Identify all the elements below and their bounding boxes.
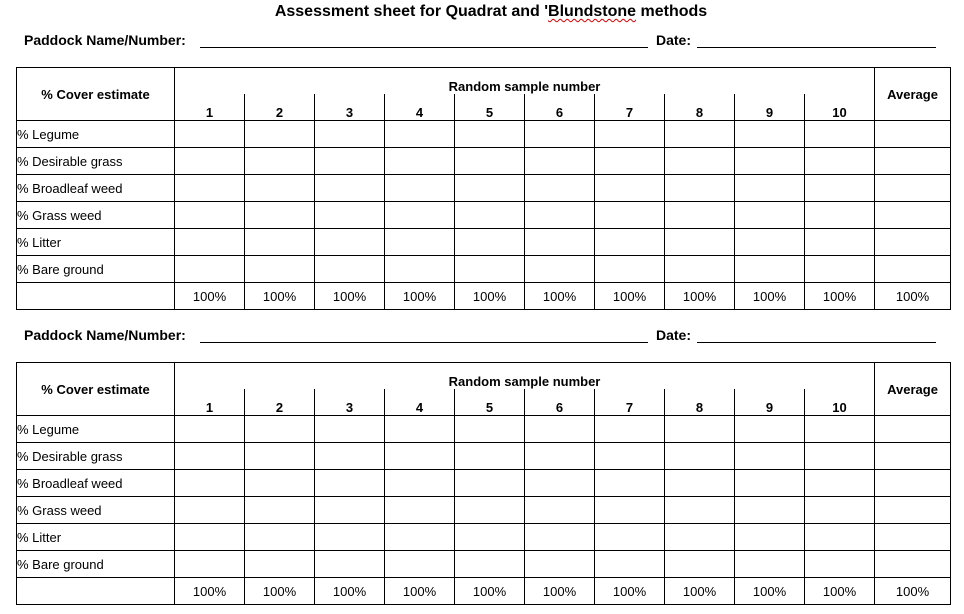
entry-cell[interactable] xyxy=(735,551,805,578)
entry-cell[interactable] xyxy=(665,256,735,283)
entry-cell[interactable] xyxy=(525,256,595,283)
entry-cell[interactable] xyxy=(315,175,385,202)
entry-cell[interactable] xyxy=(315,551,385,578)
table-row xyxy=(17,148,951,175)
cover-estimate-header: % Cover estimate xyxy=(17,363,175,416)
entry-cell[interactable] xyxy=(805,551,875,578)
entry-cell[interactable] xyxy=(385,497,455,524)
entry-cell[interactable] xyxy=(455,175,525,202)
total-cell: 100% xyxy=(735,283,805,310)
paddock-label: Paddock Name/Number: xyxy=(24,32,186,48)
assessment-table-1 xyxy=(16,67,951,310)
entry-cell[interactable] xyxy=(315,524,385,551)
entry-cell[interactable] xyxy=(875,256,951,283)
total-cell: 100% xyxy=(595,283,665,310)
total-cell: 100% xyxy=(245,578,315,605)
entry-cell[interactable] xyxy=(665,551,735,578)
entry-cell[interactable] xyxy=(385,416,455,443)
sample-number-header: 3 xyxy=(315,94,385,121)
entry-cell[interactable] xyxy=(525,524,595,551)
totals-row xyxy=(17,283,951,310)
entry-cell[interactable] xyxy=(805,416,875,443)
entry-cell[interactable] xyxy=(245,443,315,470)
entry-cell[interactable] xyxy=(175,497,245,524)
entry-cell[interactable] xyxy=(385,202,455,229)
entry-cell[interactable] xyxy=(245,148,315,175)
entry-cell[interactable] xyxy=(245,416,315,443)
entry-cell[interactable] xyxy=(525,470,595,497)
table-row xyxy=(17,551,951,578)
sample-number-header: 2 xyxy=(245,389,315,416)
entry-cell[interactable] xyxy=(245,470,315,497)
sample-number-header: 6 xyxy=(525,389,595,416)
entry-cell[interactable] xyxy=(595,229,665,256)
sample-number-header: 8 xyxy=(665,389,735,416)
entry-cell[interactable] xyxy=(315,121,385,148)
total-cell: 100% xyxy=(315,578,385,605)
entry-cell[interactable] xyxy=(175,175,245,202)
entry-cell[interactable] xyxy=(525,551,595,578)
entry-cell[interactable] xyxy=(735,175,805,202)
row-label: % Grass weed xyxy=(17,497,175,524)
totals-row xyxy=(17,578,951,605)
entry-cell[interactable] xyxy=(175,416,245,443)
entry-cell[interactable] xyxy=(315,229,385,256)
total-cell: 100% xyxy=(525,283,595,310)
total-cell: 100% xyxy=(455,578,525,605)
entry-cell[interactable] xyxy=(735,524,805,551)
table-row xyxy=(17,256,951,283)
entry-cell[interactable] xyxy=(455,416,525,443)
row-label: % Legume xyxy=(17,416,175,443)
row-label: % Desirable grass xyxy=(17,148,175,175)
entry-cell[interactable] xyxy=(385,551,455,578)
paddock-fields-1 xyxy=(24,32,936,54)
average-header: Average xyxy=(875,68,951,121)
entry-cell[interactable] xyxy=(175,256,245,283)
table-row xyxy=(17,121,951,148)
sample-number-header: 5 xyxy=(455,94,525,121)
entry-cell[interactable] xyxy=(175,524,245,551)
entry-cell[interactable] xyxy=(735,497,805,524)
page-title: Assessment sheet for Quadrat and 'Blundstone methods xyxy=(274,3,708,20)
entry-cell[interactable] xyxy=(525,443,595,470)
paddock-input-line[interactable] xyxy=(200,342,648,343)
entry-cell[interactable] xyxy=(595,551,665,578)
row-label: % Legume xyxy=(17,121,175,148)
table-row xyxy=(17,443,951,470)
entry-cell[interactable] xyxy=(245,229,315,256)
row-label: % Broadleaf weed xyxy=(17,470,175,497)
row-label: % Bare ground xyxy=(17,551,175,578)
entry-cell[interactable] xyxy=(245,202,315,229)
entry-cell[interactable] xyxy=(735,470,805,497)
entry-cell[interactable] xyxy=(735,416,805,443)
entry-cell[interactable] xyxy=(595,416,665,443)
total-cell: 100% xyxy=(245,283,315,310)
entry-cell[interactable] xyxy=(665,470,735,497)
entry-cell[interactable] xyxy=(735,148,805,175)
sample-number-header: 6 xyxy=(525,94,595,121)
paddock-label: Paddock Name/Number: xyxy=(24,327,186,343)
entry-cell[interactable] xyxy=(875,148,951,175)
entry-cell[interactable] xyxy=(175,229,245,256)
entry-cell[interactable] xyxy=(875,551,951,578)
entry-cell[interactable] xyxy=(595,148,665,175)
total-cell: 100% xyxy=(805,578,875,605)
entry-cell[interactable] xyxy=(525,175,595,202)
entry-cell[interactable] xyxy=(805,148,875,175)
entry-cell[interactable] xyxy=(875,121,951,148)
entry-cell[interactable] xyxy=(315,416,385,443)
entry-cell[interactable] xyxy=(805,524,875,551)
entry-cell[interactable] xyxy=(245,121,315,148)
entry-cell[interactable] xyxy=(735,229,805,256)
entry-cell[interactable] xyxy=(175,148,245,175)
entry-cell[interactable] xyxy=(385,256,455,283)
totals-label-cell xyxy=(17,578,175,605)
entry-cell[interactable] xyxy=(525,229,595,256)
entry-cell[interactable] xyxy=(315,470,385,497)
entry-cell[interactable] xyxy=(665,229,735,256)
entry-cell[interactable] xyxy=(315,148,385,175)
entry-cell[interactable] xyxy=(175,121,245,148)
total-cell: 100% xyxy=(875,578,951,605)
entry-cell[interactable] xyxy=(175,443,245,470)
entry-cell[interactable] xyxy=(805,256,875,283)
entry-cell[interactable] xyxy=(735,202,805,229)
entry-cell[interactable] xyxy=(175,551,245,578)
random-sample-header: Random sample number xyxy=(175,68,875,95)
entry-cell[interactable] xyxy=(595,524,665,551)
entry-cell[interactable] xyxy=(665,524,735,551)
row-label: % Grass weed xyxy=(17,202,175,229)
entry-cell[interactable] xyxy=(525,121,595,148)
entry-cell[interactable] xyxy=(805,470,875,497)
total-cell: 100% xyxy=(665,283,735,310)
entry-cell[interactable] xyxy=(805,229,875,256)
entry-cell[interactable] xyxy=(525,416,595,443)
entry-cell[interactable] xyxy=(665,148,735,175)
total-cell: 100% xyxy=(385,283,455,310)
total-cell: 100% xyxy=(735,578,805,605)
date-input-line[interactable] xyxy=(697,47,936,48)
entry-cell[interactable] xyxy=(245,497,315,524)
totals-label-cell xyxy=(17,283,175,310)
sample-number-header: 9 xyxy=(735,94,805,121)
sample-number-header: 10 xyxy=(805,389,875,416)
sample-number-header: 4 xyxy=(385,94,455,121)
total-cell: 100% xyxy=(385,578,455,605)
entry-cell[interactable] xyxy=(735,443,805,470)
entry-cell[interactable] xyxy=(735,121,805,148)
date-input-line[interactable] xyxy=(697,342,936,343)
entry-cell[interactable] xyxy=(595,202,665,229)
entry-cell[interactable] xyxy=(385,175,455,202)
entry-cell[interactable] xyxy=(875,497,951,524)
sample-number-header: 1 xyxy=(175,94,245,121)
entry-cell[interactable] xyxy=(875,470,951,497)
entry-cell[interactable] xyxy=(875,443,951,470)
entry-cell[interactable] xyxy=(805,175,875,202)
sample-number-header: 5 xyxy=(455,389,525,416)
entry-cell[interactable] xyxy=(665,202,735,229)
sample-number-header: 7 xyxy=(595,389,665,416)
sample-number-header: 3 xyxy=(315,389,385,416)
entry-cell[interactable] xyxy=(595,256,665,283)
entry-cell[interactable] xyxy=(245,551,315,578)
sample-number-header: 8 xyxy=(665,94,735,121)
entry-cell[interactable] xyxy=(665,175,735,202)
paddock-fields-2 xyxy=(24,327,936,349)
row-label: % Broadleaf weed xyxy=(17,175,175,202)
table-row xyxy=(17,229,951,256)
entry-cell[interactable] xyxy=(315,202,385,229)
entry-cell[interactable] xyxy=(385,443,455,470)
entry-cell[interactable] xyxy=(455,256,525,283)
sample-number-header: 9 xyxy=(735,389,805,416)
entry-cell[interactable] xyxy=(805,121,875,148)
random-sample-header: Random sample number xyxy=(175,363,875,390)
entry-cell[interactable] xyxy=(525,497,595,524)
entry-cell[interactable] xyxy=(175,470,245,497)
entry-cell[interactable] xyxy=(805,443,875,470)
entry-cell[interactable] xyxy=(385,524,455,551)
average-header: Average xyxy=(875,363,951,416)
entry-cell[interactable] xyxy=(875,524,951,551)
entry-cell[interactable] xyxy=(595,443,665,470)
entry-cell[interactable] xyxy=(595,470,665,497)
entry-cell[interactable] xyxy=(875,416,951,443)
entry-cell[interactable] xyxy=(455,202,525,229)
entry-cell[interactable] xyxy=(245,175,315,202)
entry-cell[interactable] xyxy=(525,148,595,175)
sample-number-header: 10 xyxy=(805,94,875,121)
entry-cell[interactable] xyxy=(455,551,525,578)
entry-cell[interactable] xyxy=(385,470,455,497)
entry-cell[interactable] xyxy=(455,524,525,551)
table-row xyxy=(17,416,951,443)
date-label: Date: xyxy=(656,32,692,48)
row-label: % Litter xyxy=(17,524,175,551)
entry-cell[interactable] xyxy=(735,256,805,283)
entry-cell[interactable] xyxy=(875,229,951,256)
total-cell: 100% xyxy=(875,283,951,310)
entry-cell[interactable] xyxy=(595,175,665,202)
entry-cell[interactable] xyxy=(455,229,525,256)
entry-cell[interactable] xyxy=(595,121,665,148)
total-cell: 100% xyxy=(665,578,735,605)
assessment-table-2 xyxy=(16,362,951,605)
spellcheck-word: Blundstone xyxy=(548,3,637,20)
entry-cell[interactable] xyxy=(455,148,525,175)
entry-cell[interactable] xyxy=(805,497,875,524)
entry-cell[interactable] xyxy=(315,497,385,524)
entry-cell[interactable] xyxy=(315,443,385,470)
entry-cell[interactable] xyxy=(385,121,455,148)
total-cell: 100% xyxy=(175,283,245,310)
row-label: % Bare ground xyxy=(17,256,175,283)
table-row xyxy=(17,175,951,202)
entry-cell[interactable] xyxy=(525,202,595,229)
paddock-input-line[interactable] xyxy=(200,47,648,48)
entry-cell[interactable] xyxy=(455,121,525,148)
entry-cell[interactable] xyxy=(385,148,455,175)
sample-number-header: 1 xyxy=(175,389,245,416)
entry-cell[interactable] xyxy=(385,229,455,256)
entry-cell[interactable] xyxy=(595,497,665,524)
cover-estimate-header: % Cover estimate xyxy=(17,68,175,121)
entry-cell[interactable] xyxy=(245,256,315,283)
entry-cell[interactable] xyxy=(455,470,525,497)
entry-cell[interactable] xyxy=(665,443,735,470)
entry-cell[interactable] xyxy=(455,497,525,524)
total-cell: 100% xyxy=(525,578,595,605)
total-cell: 100% xyxy=(595,578,665,605)
entry-cell[interactable] xyxy=(245,524,315,551)
row-label: % Litter xyxy=(17,229,175,256)
entry-cell[interactable] xyxy=(875,202,951,229)
table-row xyxy=(17,202,951,229)
sample-number-header: 4 xyxy=(385,389,455,416)
row-label: % Desirable grass xyxy=(17,443,175,470)
table-row xyxy=(17,497,951,524)
date-label: Date: xyxy=(656,327,692,343)
entry-cell[interactable] xyxy=(805,202,875,229)
entry-cell[interactable] xyxy=(665,416,735,443)
table-row xyxy=(17,524,951,551)
total-cell: 100% xyxy=(175,578,245,605)
entry-cell[interactable] xyxy=(175,202,245,229)
entry-cell[interactable] xyxy=(455,443,525,470)
entry-cell[interactable] xyxy=(665,497,735,524)
table-row xyxy=(17,470,951,497)
total-cell: 100% xyxy=(455,283,525,310)
total-cell: 100% xyxy=(805,283,875,310)
sample-number-header: 2 xyxy=(245,94,315,121)
sample-number-header: 7 xyxy=(595,94,665,121)
entry-cell[interactable] xyxy=(315,256,385,283)
entry-cell[interactable] xyxy=(875,175,951,202)
total-cell: 100% xyxy=(315,283,385,310)
entry-cell[interactable] xyxy=(665,121,735,148)
